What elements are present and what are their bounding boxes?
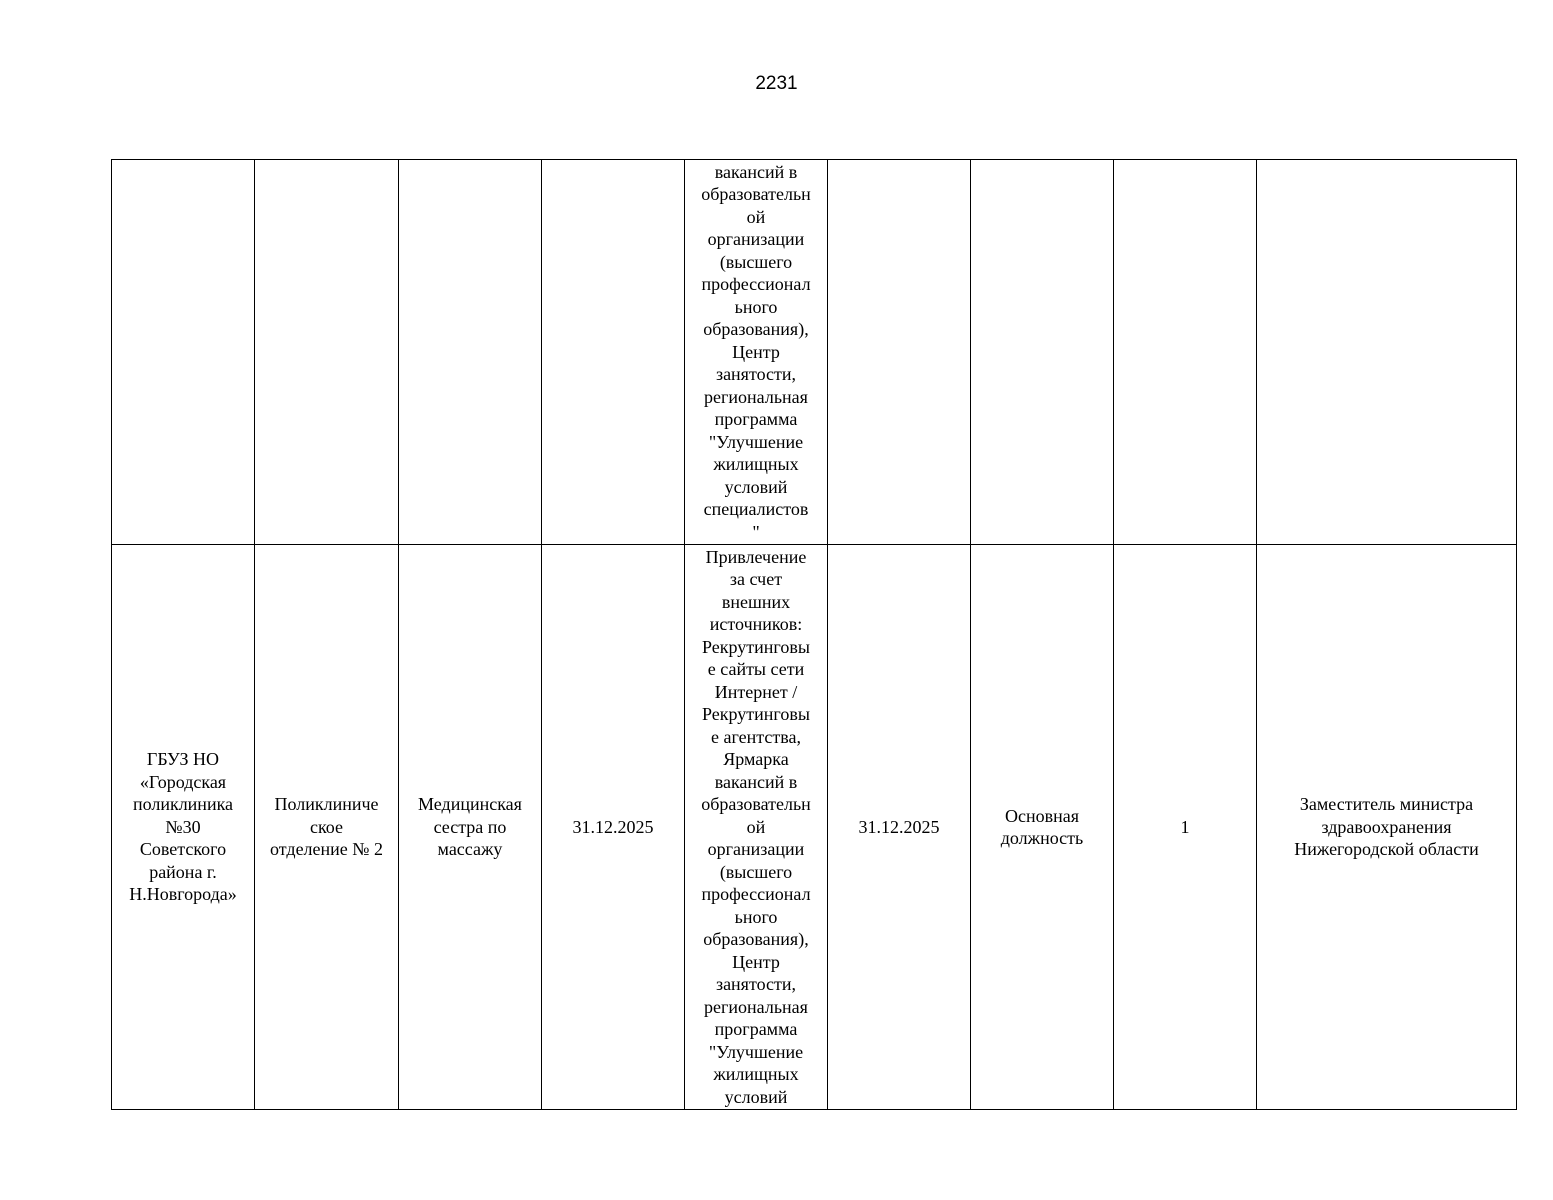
cell-count: [1114, 160, 1257, 545]
page-number: 2231: [755, 73, 798, 94]
document-table: [111, 159, 1517, 1110]
cell-position: Медицинская сестра по массажу: [399, 545, 542, 1110]
cell-recruitment-sources: Привлечение за счет внешних источников: Рекрутинговы е сайты сети Интернет / Рекрутинговы е агентства, Ярмарка вакансий в образовательн ой организации (высшего профессионал ьного образования), Центр занятости, региональная программа "Улучшение жилищных условий: [685, 545, 828, 1110]
cell-date: 31.12.2025: [542, 545, 685, 1110]
cell-deadline: 31.12.2025: [828, 545, 971, 1110]
cell-position-type: Основная должность: [971, 545, 1114, 1110]
cell-date: [542, 160, 685, 545]
cell-department: Поликлиниче ское отделение № 2: [255, 545, 399, 1110]
cell-organization: ГБУЗ НО «Городская поликлиника №30 Советского района г. Н.Новгорода»: [112, 545, 255, 1110]
cell-recruitment-sources: вакансий в образовательн ой организации (высшего профессионал ьного образования), Центр занятости, региональная программа "Улучшение жилищных условий специалистов ": [685, 160, 828, 545]
cell-position-type: [971, 160, 1114, 545]
table-row: [112, 160, 1517, 545]
cell-responsible: Заместитель министра здравоохранения Нижегородской области: [1257, 545, 1517, 1110]
cell-deadline: [828, 160, 971, 545]
cell-position: [399, 160, 542, 545]
table-row: [112, 545, 1517, 1110]
cell-department: [255, 160, 399, 545]
cell-organization: [112, 160, 255, 545]
cell-count: 1: [1114, 545, 1257, 1110]
cell-responsible: [1257, 160, 1517, 545]
